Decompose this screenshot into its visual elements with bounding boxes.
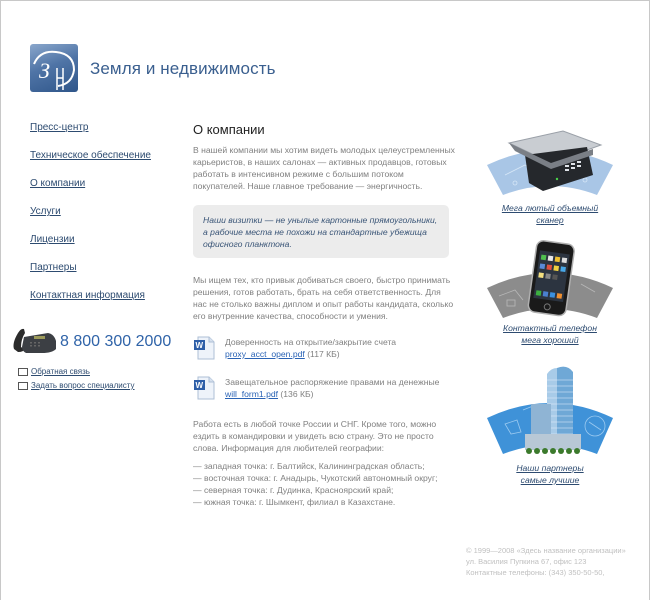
svg-text:З: З xyxy=(39,58,50,83)
word-document-icon xyxy=(193,336,215,360)
new-window-icon xyxy=(18,382,28,390)
geography-list xyxy=(193,460,455,508)
desk-phone-icon xyxy=(12,325,58,355)
main-nav xyxy=(30,122,151,318)
main-content xyxy=(193,122,455,508)
office-building-image[interactable] xyxy=(485,362,615,460)
footer xyxy=(466,545,626,578)
phone-number: 8 800 300 2000 xyxy=(60,333,172,350)
scanner-image[interactable] xyxy=(485,125,615,200)
nav-item-licenses[interactable]: Лицензии xyxy=(30,234,75,245)
promo-link-phone[interactable]: Контактный телефон мега хороший xyxy=(503,323,597,345)
promo-partners[interactable] xyxy=(485,362,615,486)
feedback-row xyxy=(18,367,135,381)
promo-link-scanner[interactable]: Мега лютый объемный сканер xyxy=(501,203,599,225)
geo-item: — южная точка: г. Шымкент, филиал в Казахстане. xyxy=(193,497,396,507)
word-document-icon xyxy=(193,376,215,400)
nav-item-about[interactable]: О компании xyxy=(30,178,86,189)
nav-item-press-center[interactable]: Пресс-центр xyxy=(30,122,89,133)
svg-text:W: W xyxy=(195,381,204,390)
ask-specialist-row xyxy=(18,381,135,395)
contact-links xyxy=(18,367,135,395)
ask-specialist-link[interactable]: Задать вопрос специалисту xyxy=(31,381,135,390)
nav-item-partners[interactable]: Партнеры xyxy=(30,262,77,273)
logo-icon[interactable] xyxy=(30,44,78,92)
promo-scanner[interactable] xyxy=(485,125,615,226)
document-title: Доверенность на открытие/закрытие счета xyxy=(225,337,397,347)
paragraph-2: Мы ищем тех, кто привык добиваться своего, быстро принимать решения, готов работать, брать на себя ответственность. Для нас не столько важны диплом и опыт работы кандидата, сколько его внутренние качества, способности и умения. xyxy=(193,275,454,321)
document-item xyxy=(193,334,455,374)
quote-box: Наши визитки — не унылые картонные прямоугольники, а рабочие места не похожи на стандартные убежища офисного планктона. xyxy=(193,205,449,258)
footer-copyright: © 1999—2008 «Здесь название организации» xyxy=(466,546,626,555)
geo-item: — восточная точка: г. Анадырь, Чукотский автономный округ; xyxy=(193,473,438,483)
document-size: (117 КБ) xyxy=(307,349,340,359)
feedback-link[interactable]: Обратная связь xyxy=(31,367,90,376)
document-title: Завещательное распоряжение правами на денежные xyxy=(225,377,440,387)
nav-item-services[interactable]: Услуги xyxy=(30,206,61,217)
intro-paragraph: В нашей компании мы хотим видеть молодых целеустремленных карьеристов, в наших салонах — активных продавцов, готовых работать в интенсивном режиме с большим потоком покупателей. Наше главное требование — энергичность. xyxy=(193,145,455,191)
footer-phones: Контактные телефоны: (343) 350-50-50, xyxy=(466,568,605,577)
site-title: Земля и недвижимость xyxy=(90,59,276,78)
nav-item-tech-support[interactable]: Техническое обеспечение xyxy=(30,150,151,161)
document-size: (136 КБ) xyxy=(280,389,314,399)
nav-item-contacts[interactable]: Контактная информация xyxy=(30,290,145,301)
paragraph-3: Работа есть в любой точке России и СНГ. Кроме того, можно ездить в командировки и увидеть всю страну. Это не просто слова. Информация для любителей географии: xyxy=(193,419,437,453)
promo-phone[interactable] xyxy=(485,240,615,346)
new-window-icon xyxy=(18,368,28,376)
geo-item: — северная точка: г. Дудинка, Красноярский край; xyxy=(193,485,394,495)
svg-text:W: W xyxy=(195,341,204,350)
footer-address: ул. Василия Пупкина 67, офис 123 xyxy=(466,557,587,566)
page-title: О компании xyxy=(193,122,265,137)
document-item xyxy=(193,374,455,414)
promo-link-partners[interactable]: Наши партнеры самые лучшие xyxy=(516,463,584,485)
document-link[interactable]: proxy_acct_open.pdf xyxy=(225,349,305,359)
smartphone-image[interactable] xyxy=(485,240,615,320)
geo-item: — западная точка: г. Балтийск, Калининградская область; xyxy=(193,461,425,471)
document-link[interactable]: will_form1.pdf xyxy=(225,389,279,399)
